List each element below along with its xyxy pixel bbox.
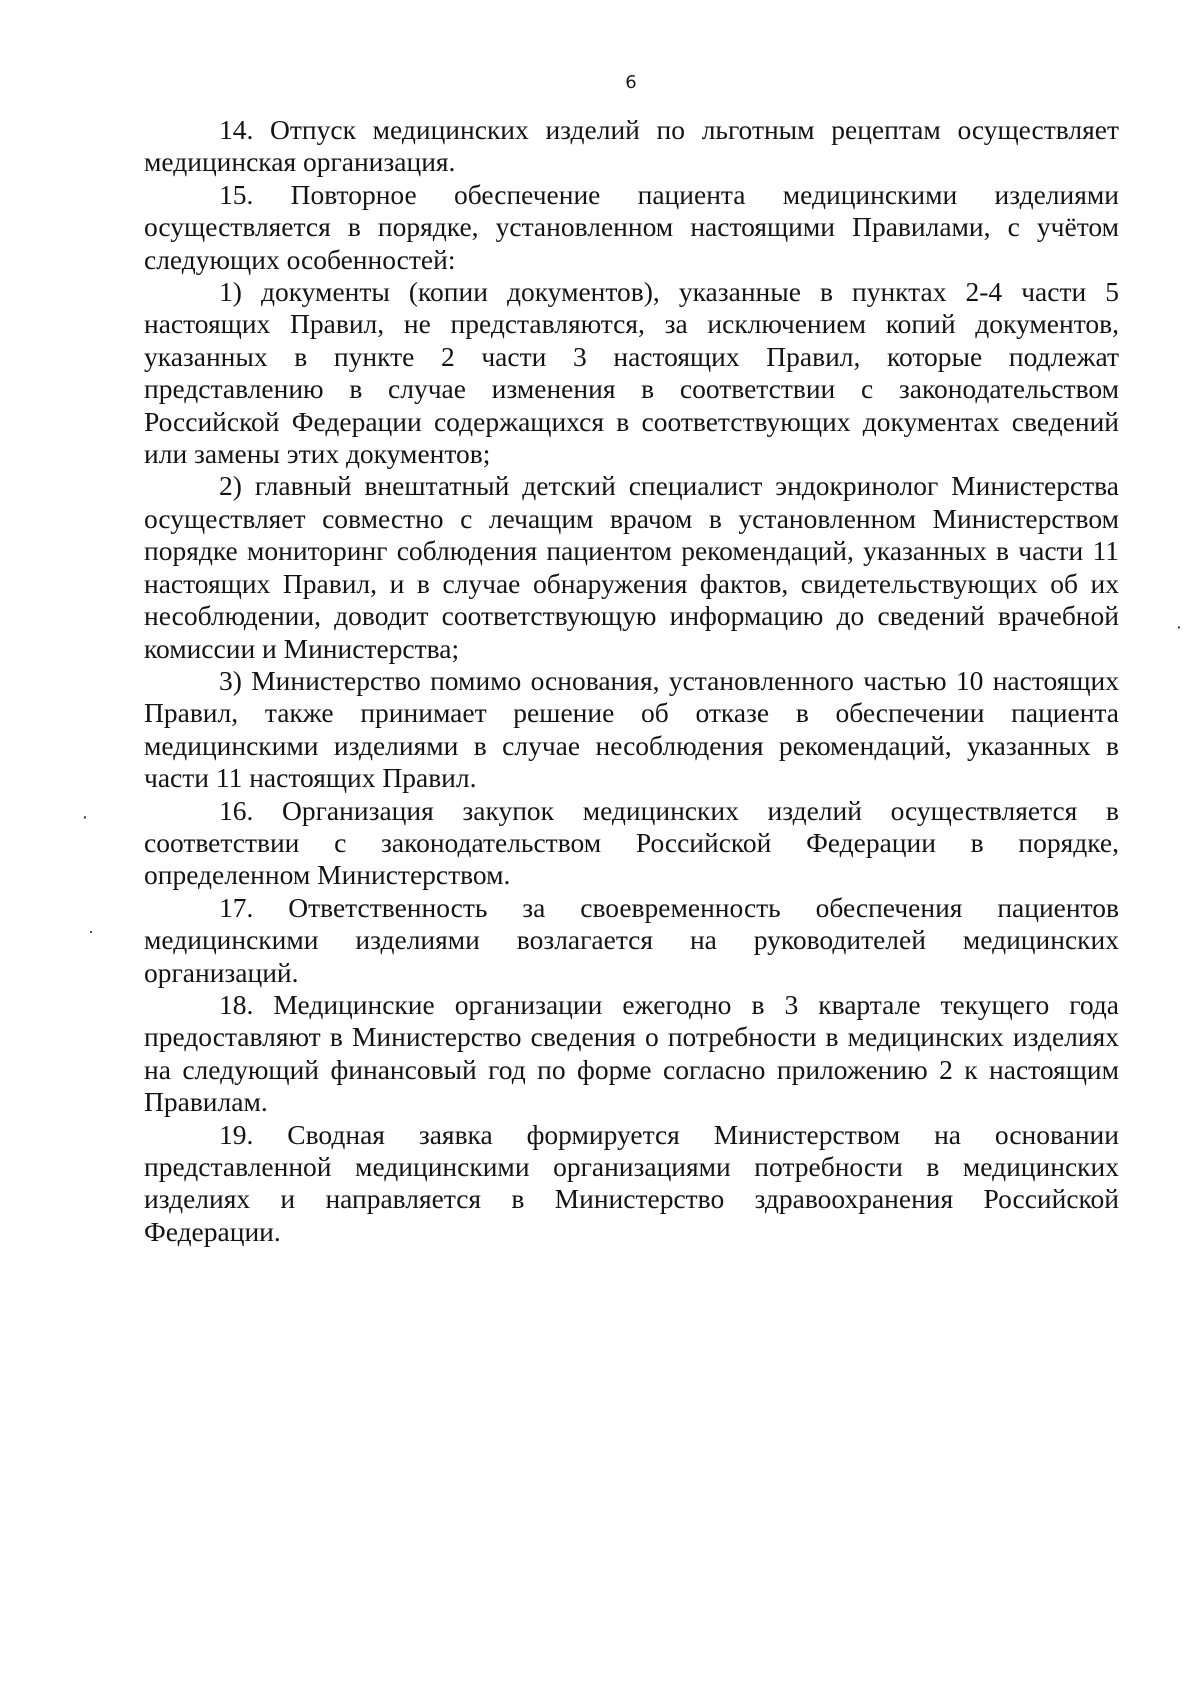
paragraph-15-item-2: 2) главный внештатный детский специалист эндокринолог Министерства осуществляет совместно с лечащим врачом в установленном Министерством порядке мониторинг соблюдения пациентом рекомендаций, указанных в части 11 настоящих Правил, и в случае обнаружения фактов, свидетельствующих об их несоблюдении, доводит соответствующую информацию до сведений врачебной комиссии и Министерства; (144, 470, 1119, 664)
paragraph-15-item-3: 3) Министерство помимо основания, установленного частью 10 настоящих Правил, также принимает решение об отказе в обеспечении пациента медицинскими изделиями в случае несоблюдения рекомендаций, указанных в части 11 настоящих Правил. (144, 664, 1119, 794)
paragraph-19: 19. Сводная заявка формируется Министерством на основании представленной медицинскими организациями потребности в медицинских изделиях и направляется в Министерство здравоохранения Российской Федерации. (144, 1118, 1119, 1247)
paragraph-18: 18. Медицинские организации ежегодно в 3 квартале текущего года предоставляют в Министерство сведения о потребности в медицинских изделиях на следующий финансовый год по форме согласно приложению 2 к настоящим Правилам. (144, 988, 1119, 1118)
paragraph-16: 16. Организация закупок медицинских изделий осуществляется в соответствии с законодательством Российской Федерации в порядке, определенном Министерством. (144, 794, 1119, 891)
paragraph-15-item-1: 1) документы (копии документов), указанные в пунктах 2-4 части 5 настоящих Правил, не представляются, за исключением копий документов, указанных в пункте 2 части 3 настоящих Правил, которые подлежат представлению в случае изменения в соответствии с законодательством Российской Федерации содержащихся в соответствующих документах сведений или замены этих документов; (144, 276, 1119, 470)
scan-speck-left-2: · (88, 922, 94, 942)
scan-speck-right: ‧ (1176, 618, 1182, 638)
paragraph-15: 15. Повторное обеспечение пациента медицинскими изделиями осуществляется в порядке, установленном настоящими Правилами, с учётом следующих особенностей: (144, 178, 1119, 275)
paragraph-17: 17. Ответственность за своевременность обеспечения пациентов медицинскими изделиями возлагается на руководителей медицинских организаций. (144, 891, 1119, 988)
scan-speck-left-1: ‧ (82, 808, 88, 828)
paragraph-14: 14. Отпуск медицинских изделий по льготным рецептам осуществляет медицинская организация. (144, 114, 1119, 178)
document-body (144, 114, 1119, 1248)
page-number: 6 (625, 72, 637, 93)
